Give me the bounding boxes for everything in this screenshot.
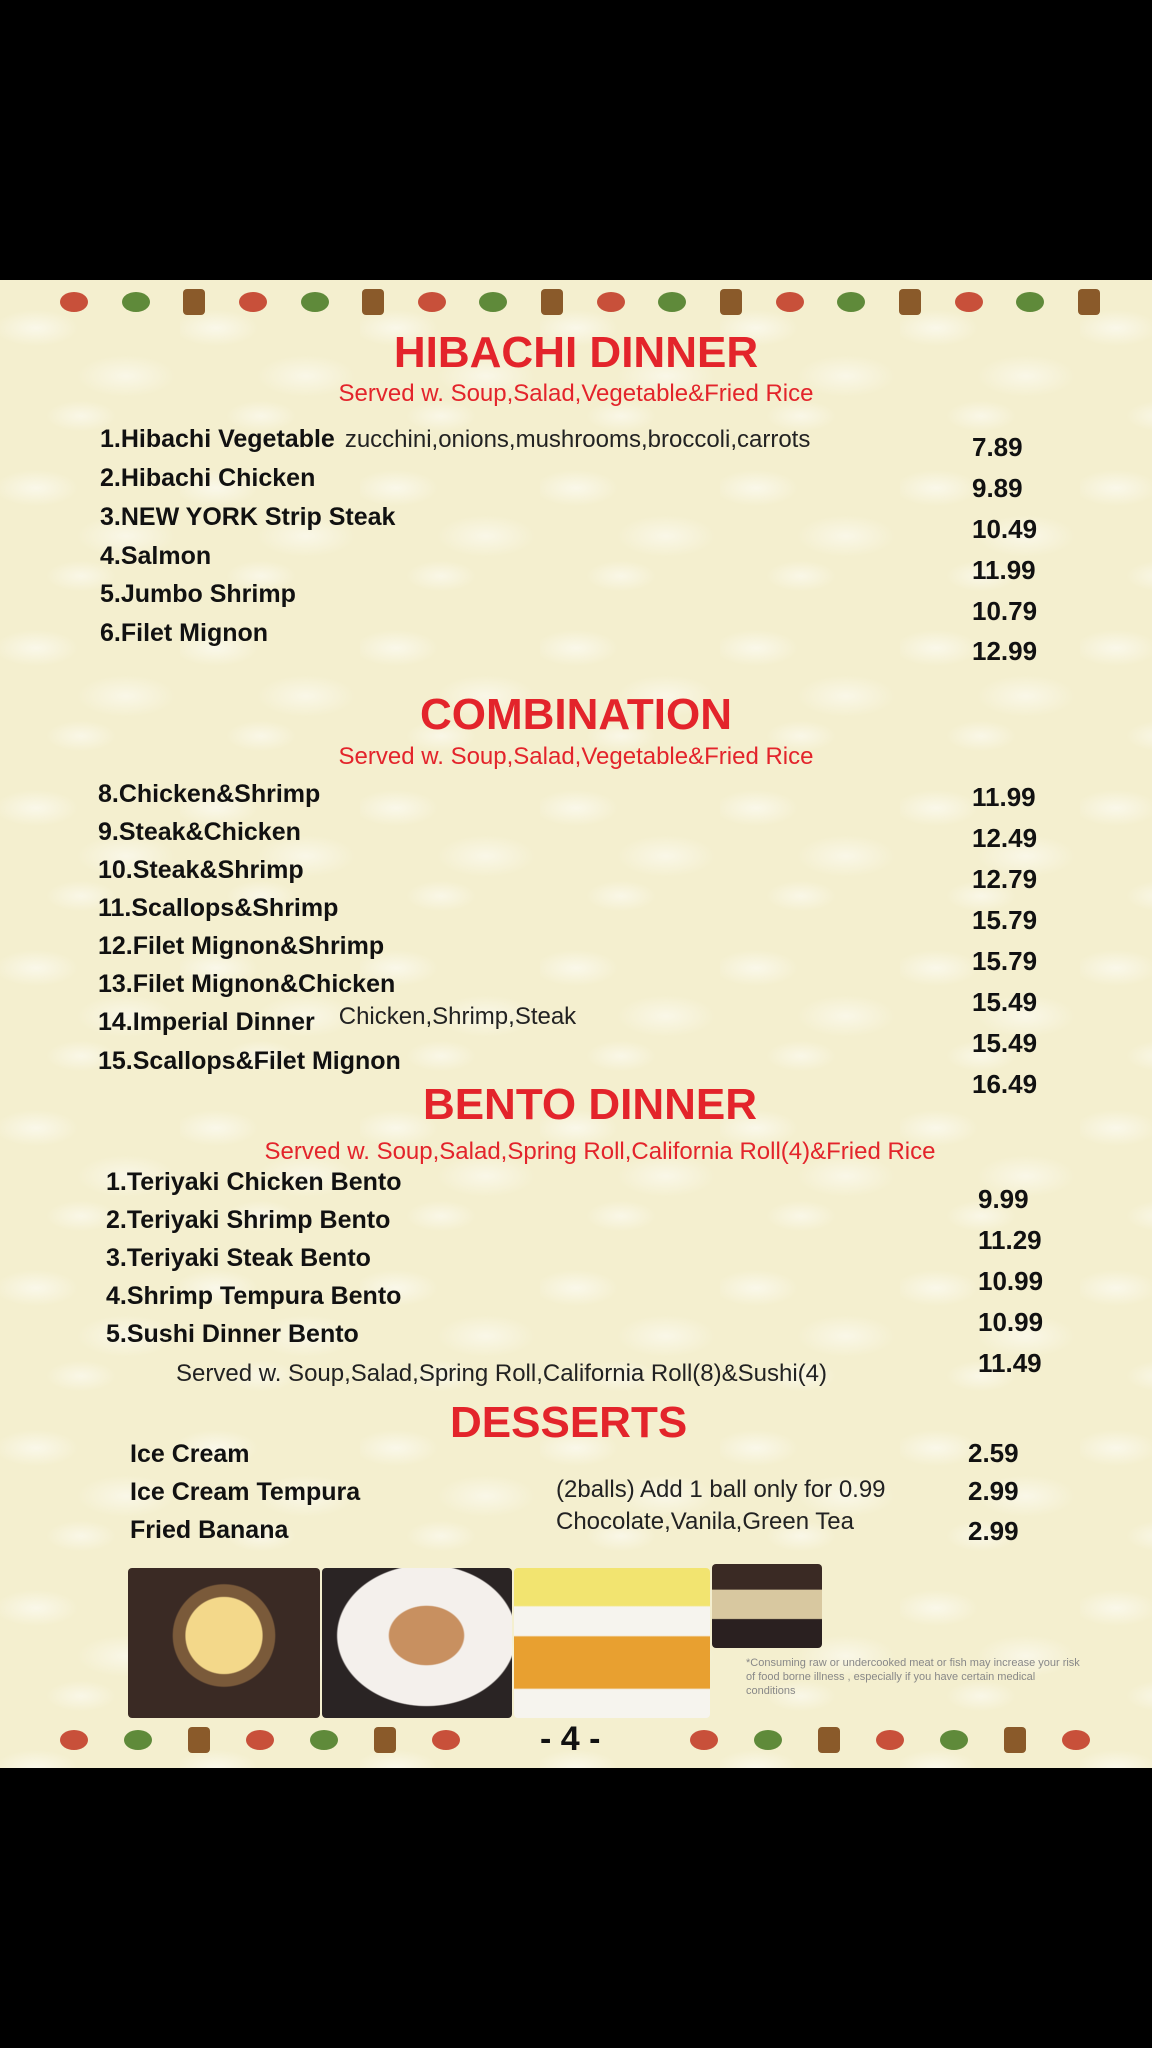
menu-item-name: Ice Cream — [130, 1440, 250, 1468]
food-safety-disclaimer: *Consuming raw or undercooked meat or fish may increase your risk of food borne illness , especially if you have certain medical conditions — [746, 1657, 1080, 1697]
section-title-hibachi: HIBACHI DINNER — [393, 328, 759, 377]
section-title-desserts: DESSERTS — [450, 1398, 688, 1447]
menu-item-name: 2.Hibachi Chicken — [100, 464, 316, 492]
menu-item-price: 7.89 — [972, 432, 1023, 462]
menu-item-name: 6.Filet Mignon — [100, 619, 269, 647]
menu-item-price: 15.49 — [972, 987, 1038, 1017]
ice-cream-photo — [128, 1568, 320, 1718]
menu-item-price: 10.99 — [978, 1266, 1044, 1296]
menu-item-price: 12.79 — [972, 864, 1038, 894]
dessert-note-flavors: Chocolate,Vanila,Green Tea — [556, 1508, 854, 1535]
menu-item-price: 15.79 — [972, 905, 1038, 935]
menu-page — [0, 280, 1152, 1768]
menu-item-price: 16.49 — [972, 1069, 1038, 1099]
fried-banana-photo — [514, 1568, 710, 1718]
section-subtitle-combination: Served w. Soup,Salad,Vegetable&Fried Rice — [338, 743, 814, 770]
menu-item-price: 11.49 — [978, 1348, 1042, 1378]
menu-item-price: 15.49 — [972, 1028, 1038, 1058]
menu-item-price: 10.49 — [972, 514, 1038, 544]
menu-item-name: 5.Sushi Dinner Bento — [106, 1320, 359, 1348]
menu-item-desc: zucchini,onions,mushrooms,broccoli,carrots — [344, 426, 811, 453]
section-title-bento: BENTO DINNER — [422, 1080, 758, 1129]
menu-item-name: 10.Steak&Shrimp — [98, 856, 304, 884]
menu-item-name: 3.NEW YORK Strip Steak — [100, 503, 396, 531]
menu-item-price: 2.99 — [968, 1476, 1019, 1506]
sushi-decoration-border-bottom-left — [60, 1722, 460, 1758]
menu-item-price: 15.79 — [972, 946, 1038, 976]
menu-item-price: 12.49 — [972, 823, 1038, 853]
ice-cream-tempura-photo — [322, 1568, 512, 1718]
menu-item-name: 1.Hibachi Vegetable — [100, 425, 335, 453]
menu-item-name: 4.Shrimp Tempura Bento — [106, 1282, 402, 1310]
menu-item-price: 2.99 — [968, 1516, 1019, 1546]
menu-item — [100, 425, 810, 454]
bento-sushi-note: Served w. Soup,Salad,Spring Roll,California Roll(8)&Sushi(4) — [176, 1360, 827, 1387]
menu-item-name: 13.Filet Mignon&Chicken — [98, 970, 396, 998]
menu-item-desc: Chicken,Shrimp,Steak — [338, 1003, 577, 1030]
menu-item-price: 9.99 — [978, 1184, 1029, 1214]
sushi-decoration-border-bottom-right — [690, 1722, 1090, 1758]
menu-item — [98, 1003, 577, 1037]
menu-item-name: 14.Imperial Dinner — [98, 1008, 315, 1036]
sushi-roll-photo — [712, 1564, 822, 1648]
menu-item-name: 15.Scallops&Filet Mignon — [98, 1047, 401, 1075]
menu-item-name: Ice Cream Tempura — [130, 1478, 361, 1506]
menu-item-price: 12.99 — [972, 636, 1038, 666]
menu-item-name: 9.Steak&Chicken — [98, 818, 301, 846]
menu-item-name: 5.Jumbo Shrimp — [100, 580, 296, 608]
menu-item-price: 11.99 — [972, 782, 1036, 812]
menu-item-name: Fried Banana — [130, 1516, 289, 1544]
menu-item-name: 3.Teriyaki Steak Bento — [106, 1244, 371, 1272]
menu-item-price: 10.79 — [972, 596, 1038, 626]
dessert-note-balls: (2balls) Add 1 ball only for 0.99 — [556, 1476, 886, 1503]
page-number: - 4 - — [540, 1720, 601, 1758]
menu-item-price: 10.99 — [978, 1307, 1044, 1337]
menu-item-name: 2.Teriyaki Shrimp Bento — [106, 1206, 391, 1234]
menu-item-price: 11.99 — [972, 555, 1036, 585]
menu-item-price: 2.59 — [968, 1438, 1019, 1468]
section-subtitle-hibachi: Served w. Soup,Salad,Vegetable&Fried Rice — [338, 380, 814, 407]
menu-item-name: 1.Teriyaki Chicken Bento — [106, 1168, 402, 1196]
menu-item-name: 8.Chicken&Shrimp — [98, 780, 321, 808]
sushi-decoration-border-top — [60, 284, 1100, 320]
menu-item-name: 12.Filet Mignon&Shrimp — [98, 932, 385, 960]
menu-item-name: 11.Scallops&Shrimp — [98, 894, 339, 922]
section-subtitle-bento: Served w. Soup,Salad,Spring Roll,California Roll(4)&Fried Rice — [264, 1138, 936, 1165]
menu-item-price: 11.29 — [978, 1225, 1042, 1255]
menu-item-name: 4.Salmon — [100, 542, 212, 570]
section-title-combination: COMBINATION — [419, 690, 733, 739]
menu-item-price: 9.89 — [972, 473, 1023, 503]
